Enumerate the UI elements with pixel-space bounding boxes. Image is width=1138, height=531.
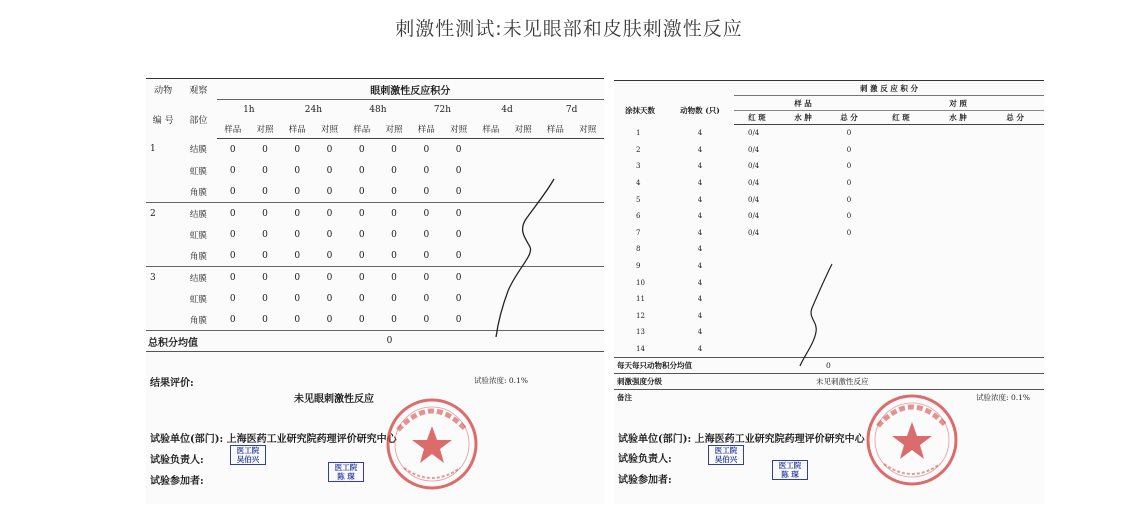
control-subheader: 对照 — [378, 119, 410, 139]
control-erythema — [872, 341, 930, 358]
score-cell: 0 — [262, 229, 268, 240]
grade-label: 刺激强度分级 — [614, 374, 780, 390]
control-total — [986, 142, 1044, 159]
animal-count: 4 — [697, 262, 703, 271]
table-title: 刺 激 反 应 积 分 — [734, 81, 1044, 96]
day-number: 8 — [636, 245, 641, 254]
total-value: 0 — [846, 228, 852, 237]
skin-irritation-report — [614, 80, 1044, 504]
sample-subheader: 样品 — [475, 119, 507, 139]
test-concentration-note: 试验浓度: 0.1% — [474, 376, 528, 385]
control-erythema — [872, 274, 930, 291]
erythema-value — [734, 258, 780, 275]
score-cell: 0 — [410, 309, 442, 331]
control-edema — [930, 191, 986, 208]
table-row — [614, 208, 1044, 225]
day-number: 14 — [636, 345, 645, 354]
table-row — [614, 191, 1044, 208]
control-erythema — [872, 142, 930, 159]
total-value: 0 — [846, 145, 852, 154]
score-cell: 0 — [281, 181, 313, 203]
score-cell — [572, 203, 605, 225]
total-value: 0 — [846, 195, 852, 204]
control-edema — [930, 142, 986, 159]
edema-value — [780, 142, 826, 159]
animal-number: 1 — [150, 144, 156, 155]
conclusion-text: 未见眼刺激性反应 — [294, 394, 374, 405]
edema-value — [780, 158, 826, 175]
control-edema — [930, 258, 986, 275]
animal-count: 4 — [697, 311, 703, 320]
table-row — [146, 139, 604, 161]
edema-value — [780, 241, 826, 258]
control-edema — [930, 208, 986, 225]
observation-site: 结膜 — [189, 273, 207, 284]
animal-number — [146, 160, 180, 181]
score-cell: 0 — [294, 272, 301, 283]
score-cell: 0 — [378, 181, 410, 203]
total-mean-label: 总积分均值 — [146, 331, 217, 352]
control-edema — [930, 341, 986, 358]
erythema-value — [734, 341, 780, 358]
control-total — [986, 324, 1044, 341]
score-cell: 0 — [423, 165, 430, 176]
sample-subheader: 样品 — [217, 119, 249, 139]
score-cell — [572, 245, 605, 267]
day-number: 5 — [636, 195, 641, 204]
score-cell: 0 — [346, 245, 378, 267]
score-cell: 0 — [455, 165, 462, 176]
control-erythema — [872, 258, 930, 275]
score-cell: 0 — [358, 293, 365, 304]
observation-site: 角膜 — [180, 309, 216, 331]
score-cell: 0 — [313, 181, 345, 203]
score-cell — [539, 139, 571, 161]
remark-value: 试验浓度: 0.1% — [780, 390, 1044, 406]
erythema-value: 0/4 — [748, 129, 760, 138]
erythema-value: 0/4 — [748, 228, 760, 237]
total-header: 总 分 — [986, 111, 1044, 125]
table-row — [614, 125, 1044, 142]
control-total — [986, 308, 1044, 325]
score-cell — [475, 139, 507, 161]
sample-subheader: 样品 — [410, 119, 442, 139]
total-header: 总 分 — [826, 111, 872, 125]
animal-number — [146, 245, 180, 267]
table-row — [614, 225, 1044, 242]
control-edema — [930, 175, 986, 192]
edema-value — [780, 208, 826, 225]
time-header: 7d — [565, 104, 578, 115]
score-cell: 0 — [281, 309, 313, 331]
total-value — [826, 241, 872, 258]
score-cell: 0 — [346, 181, 378, 203]
total-value: 0 — [846, 212, 852, 221]
score-cell: 0 — [313, 309, 345, 331]
control-edema — [930, 225, 986, 242]
erythema-value — [734, 291, 780, 308]
test-unit: 试验单位(部门): 上海医药工业研究院药理评价研究中心 — [618, 434, 865, 445]
animal-count: 4 — [697, 162, 703, 171]
official-seal-icon — [864, 392, 960, 488]
total-value: 0 — [846, 162, 852, 171]
observation-site: 虹膜 — [189, 166, 207, 177]
score-cell: 0 — [391, 272, 397, 283]
edema-value — [780, 225, 826, 242]
site-header: 部位 — [189, 115, 208, 126]
control-erythema — [872, 125, 930, 142]
observe-header: 观察 — [180, 79, 216, 100]
control-edema — [930, 241, 986, 258]
edema-value — [780, 175, 826, 192]
score-cell: 0 — [262, 293, 268, 304]
table-row — [614, 142, 1044, 159]
control-total — [986, 341, 1044, 358]
table-row — [614, 158, 1044, 175]
animal-number: 2 — [150, 208, 156, 219]
score-cell: 0 — [262, 165, 268, 176]
animal-count: 4 — [697, 295, 703, 304]
participant-name-stamp: 医工院 陈 琛 — [328, 462, 364, 482]
edema-header: 水 肿 — [930, 111, 986, 125]
control-erythema — [872, 291, 930, 308]
day-number: 9 — [636, 262, 641, 271]
day-number: 13 — [636, 328, 645, 337]
control-total — [986, 208, 1044, 225]
observation-site: 角膜 — [180, 245, 216, 267]
score-cell: 0 — [410, 181, 442, 203]
animal-header: 动物 — [146, 79, 180, 100]
official-seal-icon — [384, 396, 480, 492]
score-cell: 0 — [262, 272, 268, 283]
score-cell: 0 — [294, 208, 301, 219]
control-erythema — [872, 191, 930, 208]
control-erythema — [872, 241, 930, 258]
control-erythema — [872, 225, 930, 242]
score-cell: 0 — [391, 293, 397, 304]
control-total — [986, 258, 1044, 275]
observation-site: 虹膜 — [189, 294, 207, 305]
score-cell: 0 — [358, 144, 365, 155]
score-cell: 0 — [391, 208, 397, 219]
score-cell: 0 — [423, 208, 430, 219]
control-edema — [930, 158, 986, 175]
sample-subheader: 样品 — [346, 119, 378, 139]
control-edema — [930, 274, 986, 291]
test-participant-label: 试验参加者: — [618, 475, 672, 486]
animal-number — [146, 181, 180, 203]
day-number: 4 — [636, 179, 641, 188]
daily-score-label: 每天每只动物积分均值 — [614, 358, 826, 374]
animal-count: 4 — [697, 195, 703, 204]
score-cell: 0 — [442, 245, 474, 267]
score-cell: 0 — [229, 229, 236, 240]
control-total — [986, 175, 1044, 192]
score-cell: 0 — [313, 245, 345, 267]
score-cell: 0 — [423, 293, 430, 304]
total-mean-value: 0 — [217, 331, 604, 352]
test-participant-label: 试验参加者: — [150, 476, 204, 487]
score-cell: 0 — [294, 229, 301, 240]
result-label: 结果评价: — [150, 378, 194, 389]
score-cell: 0 — [229, 272, 236, 283]
edema-value — [780, 125, 826, 142]
score-cell: 0 — [217, 181, 249, 203]
daily-score-value: 0 — [826, 358, 1044, 374]
animal-count: 4 — [697, 179, 703, 188]
leader-name-stamp: 医工院 吴伯兴 — [708, 445, 744, 465]
day-number: 2 — [636, 145, 641, 154]
handwritten-stroke — [792, 260, 842, 370]
animal-count: 4 — [697, 328, 703, 337]
score-cell: 0 — [442, 309, 474, 331]
total-value: 0 — [846, 129, 852, 138]
animal-count: 4 — [697, 345, 703, 354]
page-title: 刺激性测试:未见眼部和皮肤刺激性反应 — [395, 18, 743, 40]
participant-name-stamp: 医工院 陈 琛 — [772, 460, 808, 480]
score-cell: 0 — [358, 165, 365, 176]
animal-count-header: 动物数 (只) — [680, 105, 720, 115]
control-subheader: 对照 — [572, 119, 605, 139]
score-cell — [572, 309, 605, 331]
score-cell: 0 — [391, 165, 397, 176]
control-total — [986, 158, 1044, 175]
total-value: 0 — [846, 179, 852, 188]
score-cell: 0 — [294, 144, 301, 155]
score-cell — [507, 139, 539, 161]
score-cell — [572, 181, 605, 203]
sample-subheader: 样品 — [539, 119, 571, 139]
score-cell — [572, 139, 605, 161]
score-cell: 0 — [410, 245, 442, 267]
score-cell: 0 — [249, 245, 281, 267]
score-cell: 0 — [326, 208, 333, 219]
control-edema — [930, 291, 986, 308]
control-erythema — [872, 324, 930, 341]
erythema-value — [734, 308, 780, 325]
score-cell: 0 — [358, 272, 365, 283]
edema-header: 水 肿 — [780, 111, 826, 125]
score-cell: 0 — [378, 245, 410, 267]
grade-value: 未见刺激性反应 — [780, 374, 1044, 390]
erythema-value: 0/4 — [748, 145, 760, 154]
score-cell: 0 — [229, 293, 236, 304]
days-header: 涂抹天数 — [625, 105, 655, 115]
score-cell: 0 — [281, 245, 313, 267]
score-cell: 0 — [326, 144, 333, 155]
observation-site: 结膜 — [189, 209, 207, 220]
control-edema — [930, 308, 986, 325]
control-subheader: 对照 — [442, 119, 474, 139]
animal-count: 4 — [697, 228, 703, 237]
erythema-header: 红 斑 — [734, 111, 780, 125]
day-number: 7 — [636, 228, 641, 237]
day-number: 10 — [636, 278, 645, 287]
score-cell: 0 — [455, 229, 462, 240]
control-erythema — [872, 208, 930, 225]
score-cell: 0 — [326, 272, 333, 283]
animal-no-header: 编 号 — [152, 115, 174, 126]
score-cell — [572, 288, 605, 309]
score-cell: 0 — [455, 272, 462, 283]
animal-number — [146, 288, 180, 309]
erythema-value: 0/4 — [748, 212, 760, 221]
day-number: 1 — [636, 129, 641, 138]
score-cell: 0 — [294, 293, 301, 304]
score-cell: 0 — [326, 293, 333, 304]
control-subheader: 对照 — [313, 119, 345, 139]
day-number: 11 — [636, 295, 645, 304]
score-cell: 0 — [229, 208, 236, 219]
control-erythema — [872, 158, 930, 175]
score-cell: 0 — [346, 309, 378, 331]
control-total — [986, 225, 1044, 242]
score-cell: 0 — [229, 144, 236, 155]
score-cell: 0 — [249, 309, 281, 331]
control-total — [986, 274, 1044, 291]
table-row — [614, 175, 1044, 192]
score-cell: 0 — [442, 181, 474, 203]
score-cell: 0 — [326, 165, 333, 176]
control-erythema — [872, 175, 930, 192]
score-cell: 0 — [423, 229, 430, 240]
erythema-value — [734, 241, 780, 258]
eye-irritation-report — [146, 78, 604, 504]
score-cell: 0 — [294, 165, 301, 176]
erythema-value: 0/4 — [748, 179, 760, 188]
score-cell: 0 — [217, 245, 249, 267]
animal-number — [146, 224, 180, 245]
control-subheader: 对照 — [249, 119, 281, 139]
control-total — [986, 291, 1044, 308]
animal-count: 4 — [697, 145, 703, 154]
remark-label: 备注 — [614, 390, 780, 406]
handwritten-stroke — [486, 173, 566, 343]
control-total — [986, 125, 1044, 142]
score-cell: 0 — [217, 309, 249, 331]
animal-count: 4 — [697, 129, 703, 138]
table-title: 眼刺激性反应积分 — [217, 79, 604, 100]
test-unit: 试验单位(部门): 上海医药工业研究院药理评价研究中心 — [150, 434, 397, 445]
observation-site: 角膜 — [180, 181, 216, 203]
score-cell: 0 — [455, 144, 462, 155]
erythema-header: 红 斑 — [872, 111, 930, 125]
erythema-value — [734, 274, 780, 291]
score-cell: 0 — [262, 144, 268, 155]
erythema-value: 0/4 — [748, 162, 760, 171]
score-cell: 0 — [262, 208, 268, 219]
observation-site: 虹膜 — [189, 230, 207, 241]
sample-header: 样 品 — [734, 96, 872, 111]
test-leader-label: 试验负责人: — [150, 455, 204, 466]
score-cell: 0 — [423, 272, 430, 283]
score-cell: 0 — [378, 309, 410, 331]
observation-site: 结膜 — [189, 145, 207, 156]
day-number: 6 — [636, 212, 641, 221]
score-cell: 0 — [455, 293, 462, 304]
erythema-value — [734, 324, 780, 341]
score-cell: 0 — [423, 144, 430, 155]
control-erythema — [872, 308, 930, 325]
day-number: 3 — [636, 162, 641, 171]
score-cell — [572, 224, 605, 245]
time-header: 1h — [243, 104, 255, 115]
control-total — [986, 241, 1044, 258]
score-cell — [572, 160, 605, 181]
sample-subheader: 样品 — [281, 119, 313, 139]
erythema-value: 0/4 — [748, 195, 760, 204]
control-header: 对 照 — [872, 96, 1044, 111]
time-header: 48h — [369, 104, 387, 115]
animal-count: 4 — [697, 278, 703, 287]
time-header: 24h — [304, 104, 322, 115]
edema-value — [780, 191, 826, 208]
animal-count: 4 — [697, 212, 703, 221]
score-cell: 0 — [358, 208, 365, 219]
time-header: 4d — [501, 104, 513, 115]
leader-name-stamp: 医工院 吴伯兴 — [230, 445, 266, 465]
score-cell — [572, 267, 605, 289]
control-subheader: 对照 — [507, 119, 539, 139]
day-number: 12 — [636, 311, 645, 320]
score-cell: 0 — [326, 229, 333, 240]
test-leader-label: 试验负责人: — [618, 454, 672, 465]
score-cell: 0 — [249, 181, 281, 203]
score-cell: 0 — [391, 229, 397, 240]
animal-count: 4 — [697, 245, 703, 254]
score-cell: 0 — [391, 144, 397, 155]
control-edema — [930, 125, 986, 142]
animal-number: 3 — [150, 272, 156, 283]
table-row — [614, 241, 1044, 258]
control-edema — [930, 324, 986, 341]
score-cell: 0 — [455, 208, 462, 219]
score-cell: 0 — [229, 165, 236, 176]
score-cell: 0 — [358, 229, 365, 240]
control-total — [986, 191, 1044, 208]
time-header: 72h — [433, 104, 452, 115]
animal-number — [146, 309, 180, 331]
